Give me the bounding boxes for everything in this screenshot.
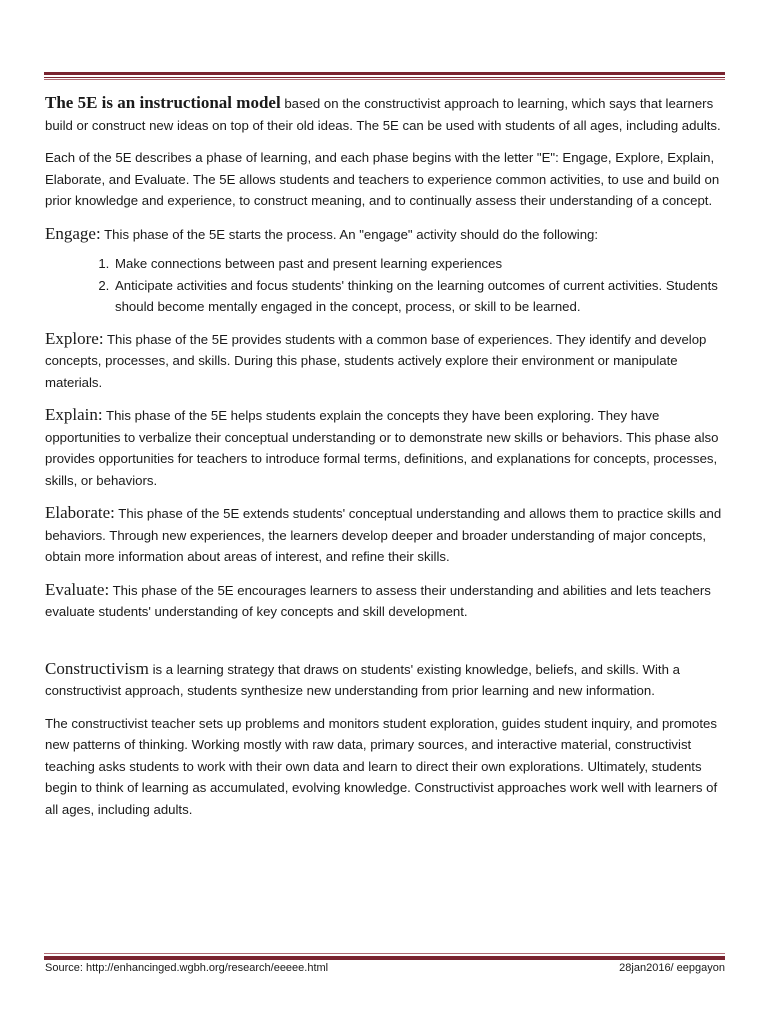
- constructivism-text: is a learning strategy that draws on students' existing knowledge, beliefs, and skills. With a constructivist approach, students synthesize new understanding from prior learning and new information.: [45, 661, 680, 698]
- explore-text: This phase of the 5E provides students with a common base of experiences. They identify and develop concepts, processes, and skills. During this phase, students actively explore their environment or manipulate materials.: [45, 331, 707, 390]
- footer-rule: [44, 952, 725, 960]
- engage-paragraph: [45, 223, 725, 246]
- explain-text: This phase of the 5E helps students explain the concepts they have been exploring. They have opportunities to verbalize their conceptual understanding or to demonstrate new skills or behaviors. This phase also provides opportunities for teachers to introduce formal terms, definitions, and explanations for concepts, processes, skills, or behaviors.: [45, 408, 719, 488]
- header-rule: [44, 72, 725, 80]
- list-item: 1. Make connections between past and present learning experiences: [113, 253, 725, 275]
- engage-text: This phase of the 5E starts the process. An "engage" activity should do the following:: [100, 226, 599, 242]
- explain-paragraph: [45, 404, 725, 491]
- explore-paragraph: [45, 328, 725, 394]
- engage-lead: Engage:: [45, 223, 101, 243]
- explain-lead: Explain:: [45, 405, 103, 424]
- elaborate-lead: Elaborate:: [45, 503, 115, 522]
- evaluate-lead: Evaluate:: [45, 579, 110, 599]
- explore-lead: Explore:: [45, 328, 104, 348]
- intro-text: based on the constructivist approach to learning, which says that learners build or construct new ideas on top of their old ideas. The 5E can be used with students of all ages, including adults.: [45, 96, 721, 133]
- phases-paragraph: Each of the 5E describes a phase of learning, and each phase begins with the letter "E": Engage, Explore, Explain, Elaborate, and Evaluate. The 5E allows students and teachers to experience common activities, to use and build on prior knowledge and experience, to construct meaning, and to continually assess their understanding of a concept.: [45, 150, 720, 208]
- intro-paragraph: [45, 92, 725, 136]
- constructivism-paragraph: [45, 658, 725, 702]
- footer-credit: 28jan2016/ eepgayon: [619, 962, 725, 974]
- footer-source: Source: http://enhancinged.wgbh.org/research/eeeee.html: [45, 962, 329, 974]
- evaluate-paragraph: [45, 579, 725, 623]
- teacher-paragraph: The constructivist teacher sets up problems and monitors student exploration, guides student inquiry, and promotes new patterns of thinking. Working mostly with raw data, primary sources, and interactive material, constructivist teaching asks students to work with their own data and learn to direct their own explorations. Ultimately, students begin to think of learning as accumulated, evolving knowledge. Constructivist approaches work well with learners of all ages, including adults.: [45, 715, 718, 817]
- elaborate-paragraph: [45, 502, 725, 568]
- document-body: [45, 92, 725, 831]
- section-spacer: [45, 634, 725, 658]
- intro-lead: The 5E is an instructional model: [45, 93, 281, 112]
- engage-list: [45, 253, 725, 318]
- evaluate-text: This phase of the 5E encourages learners to assess their understanding and abilities and lets teachers evaluate students' understanding of key concepts and skill development.: [45, 582, 711, 619]
- page-footer: [45, 962, 725, 974]
- elaborate-text: This phase of the 5E extends students' conceptual understanding and allows them to practice skills and behaviors. Through new experiences, the learners develop deeper and broader understanding of major concepts, obtain more information about areas of interest, and refine their skills.: [45, 506, 722, 564]
- list-item: 2. Anticipate activities and focus students' thinking on the learning outcomes of current activities. Students should become mentally engaged in the concept, process, or skill to be learned.: [113, 275, 725, 318]
- constructivism-lead: Constructivism: [45, 658, 149, 678]
